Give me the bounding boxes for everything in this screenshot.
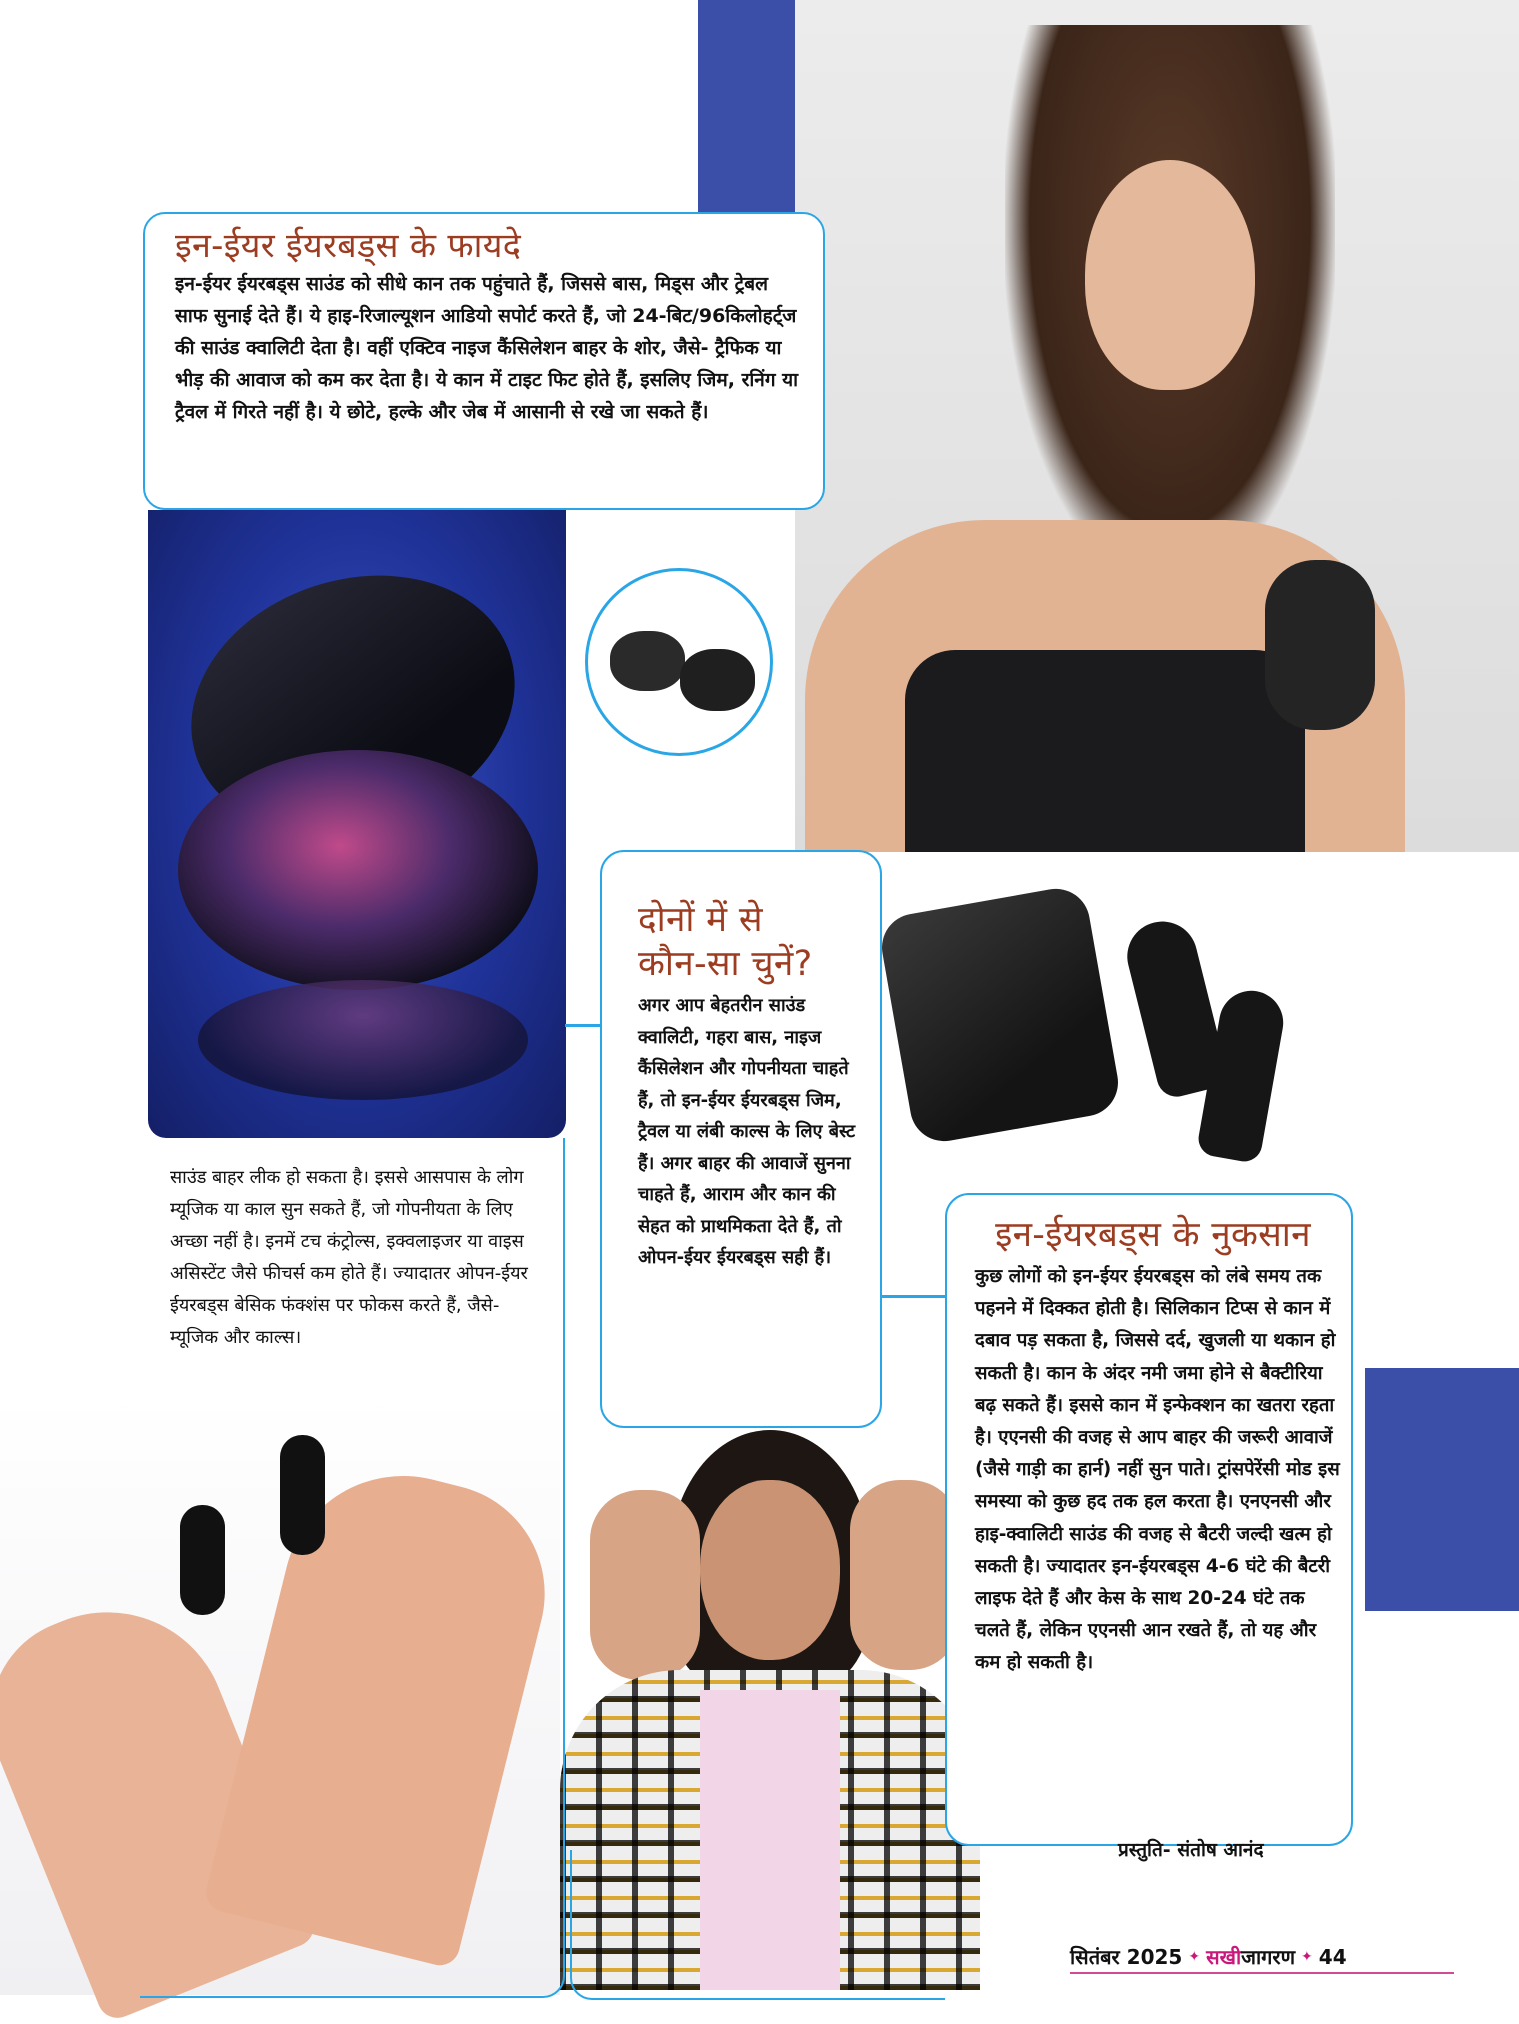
drawbacks-body: कुछ लोगों को इन-ईयर ईयरबड्स को लंबे समय तक पहनने में दिक्कत होती है। सिलिकान टिप्स से कान में दबाव पड़ सकता है, जिससे दर्द, खुजली या थकान हो सकती है। कान के अंदर नमी जमा होने से बैक्टीरिया बढ़ सकते हैं। इससे कान में इन्फेक्शन का खतरा रहता है। एएनसी की वजह से आप बाहर की जरूरी आवाजें (जैसे गाड़ी का हार्न) नहीं सुन पाते। ट्रांसपेरेंसी मोड इस समस्या को कुछ हद तक हल करता है। एनएनसी और हाइ-क्वालिटी साउंड की वजह से बैटरी जल्दी खत्म हो सकती है। ज्यादातर इन-ईयरबड्स 4-6 घंटे की बैटरी लाइफ देते हैं और केस के साथ 20-24 घंटे तक चलते हैं, लेकिन एएनसी आन रखते हैं, तो यह और कम हो सकती है।	[975, 1266, 1340, 1674]
sport-earbud-left-shape	[610, 631, 685, 691]
choose-heading	[638, 898, 870, 986]
connector-line-right	[882, 1295, 945, 1298]
earbuds-charging-case-shape	[877, 884, 1124, 1147]
page-footer	[1070, 1943, 1347, 1970]
benefits-body: इन-ईयर ईयरबड्स साउंड को सीधे कान तक पहुंचाते हैं, जिससे बास, मिड्स और ट्रेबल साफ सुनाई देते हैं। ये हाइ-रिजाल्यूशन आडियो सपोर्ट करते हैं, जो 24-बिट/96किलोहर्ट्ज की साउंड क्वालिटी देता है। वहीं एक्टिव नाइज कैंसिलेशन बाहर के शोर, जैसे- ट्रैफिक या भीड़ की आवाज को कम कर देता है। ये कान में टाइट फिट होते हैं, इसलिए जिम, रनिंग या ट्रैवल में गिरते नहीं है। ये छोटे, हल्के और जेब में आसानी से रखे जा सकते हैं।	[175, 273, 799, 423]
connector-line-mid	[565, 1024, 603, 1027]
kid-right-hand-shape	[850, 1480, 960, 1670]
earbuds-case-photo	[148, 510, 566, 1138]
footer-month-year: सितंबर 2025	[1070, 1945, 1183, 1969]
choose-body: अगर आप बेहतरीन साउंड क्वालिटी, गहरा बास, नाइज कैंसिलेशन और गोपनीयता चाहते हैं, तो इन-ईयर ईयरबड्स जिम, ट्रैवल या लंबी काल्स के लिए बेस्ट हैं। अगर बाहर की आवाजें सुनना चाहते हैं, आराम और कान की सेहत को प्राथमिकता देते हैं, तो ओपन-ईयर ईयरबड्स सही हैं।	[638, 995, 856, 1268]
black-earbuds-case-photo	[895, 880, 1295, 1180]
drawbacks-heading: इन-ईयरबड्स के नुकसान	[995, 1215, 1311, 1255]
footer-brand-part1: सखी	[1206, 1945, 1242, 1969]
choose-heading-line2: कौन-सा चुनें?	[638, 944, 813, 984]
woman-armband-shape	[1265, 560, 1375, 730]
kid-face-shape	[700, 1480, 840, 1660]
woman-sports-top-shape	[905, 650, 1305, 852]
footer-page-number: 44	[1318, 1944, 1347, 1969]
choose-box	[600, 850, 882, 1428]
woman-earbud-photo	[795, 0, 1519, 852]
footer-brand-part2: जागरण	[1241, 1945, 1296, 1969]
footer-rule	[1070, 1972, 1454, 1974]
star-icon: ✦	[1188, 1948, 1201, 1965]
case-reflection-shape	[198, 980, 528, 1100]
kid-left-hand-shape	[590, 1490, 700, 1680]
benefits-box	[143, 212, 825, 510]
case-body-shape	[178, 750, 538, 990]
benefits-heading: इन-ईयर ईयरबड्स के फायदे	[175, 226, 522, 266]
choose-heading-line1: दोनों में से	[638, 900, 763, 940]
navy-block-right	[1365, 1368, 1519, 1611]
woman-face-shape	[1085, 160, 1255, 390]
author-credit: प्रस्तुति- संतोष आनंद	[1118, 1839, 1264, 1861]
open-ear-text-column	[170, 1162, 550, 1354]
sport-earbuds-circle-photo	[585, 568, 773, 756]
drawbacks-box	[945, 1193, 1353, 1846]
connector-line-bottom	[570, 1850, 945, 2000]
star-icon: ✦	[1301, 1948, 1313, 1965]
open-ear-body: साउंड बाहर लीक हो सकता है। इससे आसपास के लोग म्यूजिक या काल सुन सकते हैं, जो गोपनीयता के लिए अच्छा नहीं है। इनमें टच कंट्रोल्स, इक्वलाइजर या वाइस असिस्टेंट जैसे फीचर्स कम होते हैं। ज्यादातर ओपन-ईयर ईयरबड्स बेसिक फंक्शंस पर फोकस करते हैं, जैसे- म्यूजिक और काल्स।	[170, 1167, 528, 1348]
sport-earbud-right-shape	[680, 649, 755, 711]
